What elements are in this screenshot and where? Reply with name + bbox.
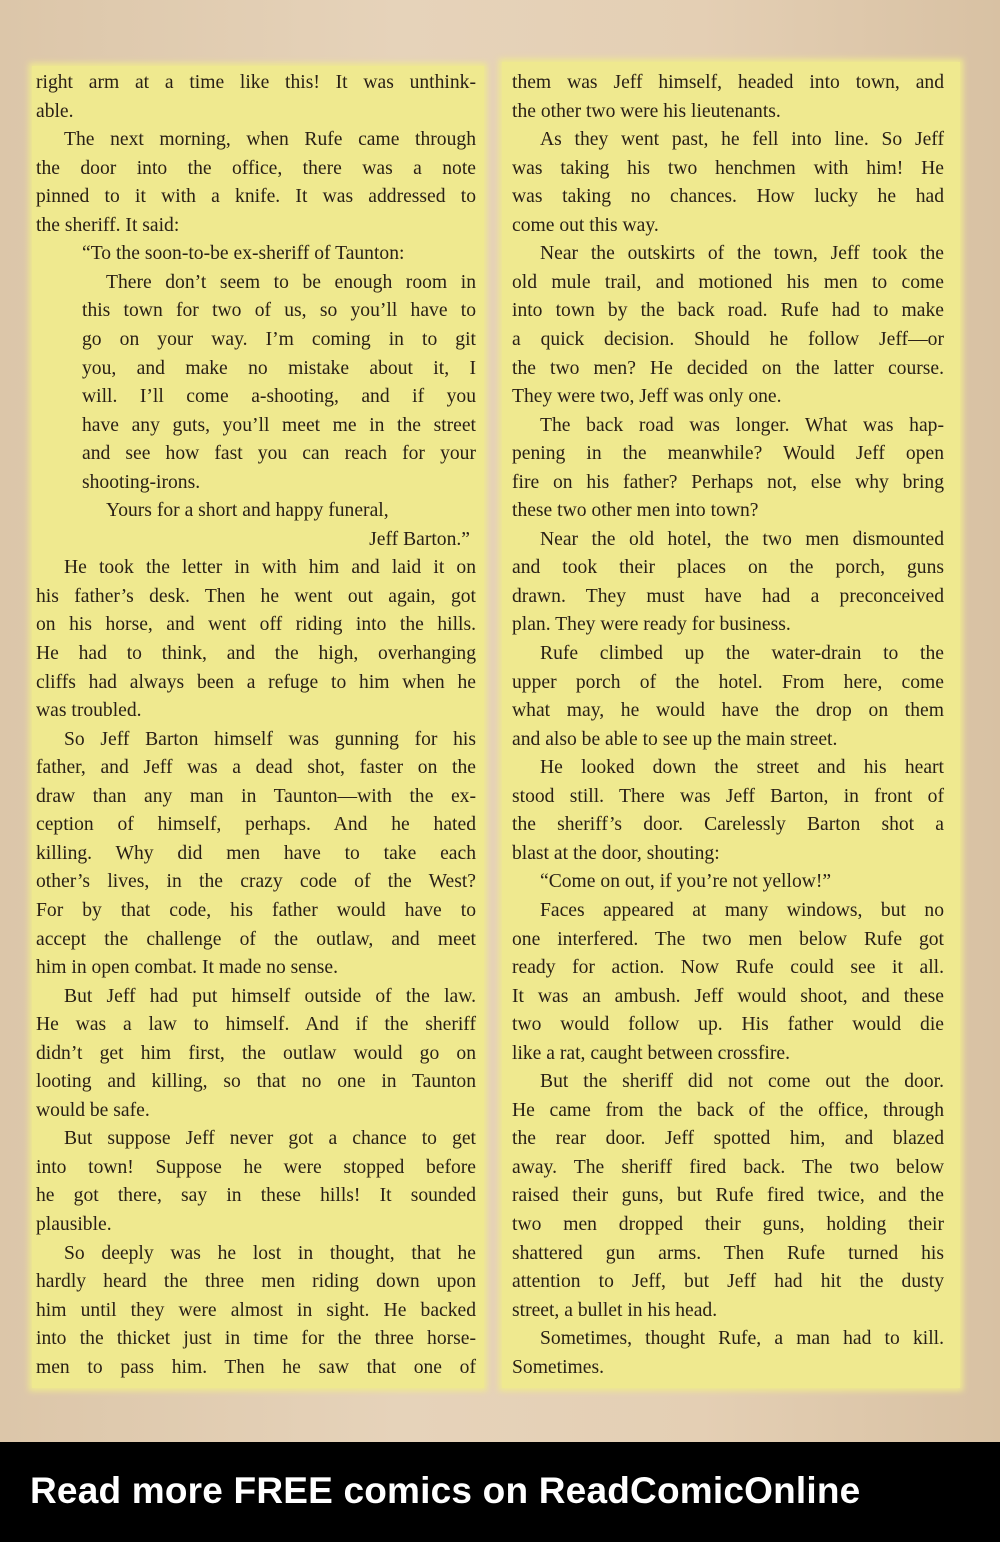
promo-text[interactable]: Read more FREE comics on ReadComicOnline [30, 1470, 861, 1511]
text-line: would be safe. [36, 1099, 150, 1121]
text-line: street, a bullet in his head. [512, 1299, 718, 1321]
text-line: able. [36, 100, 74, 122]
text-line: two men dropped their guns, holding their [512, 1214, 944, 1235]
text-line: other’s lives, in the crazy code of the West? [36, 871, 476, 893]
text-line: one interfered. The two men below Rufe got [512, 928, 944, 950]
text-line: right arm at a time like this! It was unthink- [36, 72, 476, 93]
text-line: But suppose Jeff never got a chance to get [64, 1128, 476, 1150]
text-line: shattered gun arms. Then Rufe turned his [512, 1242, 944, 1264]
text-line: plan. They were ready for business. [512, 614, 791, 636]
text-line: the door into the office, there was a note [36, 157, 476, 179]
text-line: men to pass him. Then he saw that one of [36, 1356, 476, 1378]
text-line: and also be able to see up the main street. [512, 728, 838, 750]
text-line: the sheriff’s door. Carelessly Barton shot a [512, 814, 944, 836]
text-line: have any guts, you’ll meet me in the street [82, 414, 476, 436]
text-line: Sometimes, thought Rufe, a man had to kill. [540, 1328, 944, 1350]
promo-banner[interactable] [0, 1442, 1000, 1542]
text-line: They were two, Jeff was only one. [512, 386, 782, 408]
text-line: ception of himself, perhaps. And he hated [36, 814, 476, 836]
text-line: “Come on out, if you’re not yellow!” [540, 871, 832, 893]
text-line: Yours for a short and happy funeral, [106, 500, 389, 522]
text-line: The next morning, when Rufe came through [64, 129, 476, 151]
text-line: hardly heard the three men riding down upon [36, 1271, 476, 1293]
text-line: He looked down the street and his heart [540, 757, 944, 779]
text-line: killing. Why did men have to take each [36, 842, 476, 864]
text-line: It was an ambush. Jeff would shoot, and these [512, 985, 944, 1007]
text-line: was taking his two henchmen with him! He [512, 157, 944, 179]
text-line: what may, he would have the drop on them [512, 700, 944, 722]
text-line: raised their guns, but Rufe fired twice, and the [512, 1185, 944, 1207]
text-line: will. I’ll come a-shooting, and if you [82, 386, 476, 408]
text-line: draw than any man in Taunton—with the ex- [36, 785, 476, 807]
text-line: his father’s desk. Then he went out again, got [36, 585, 476, 607]
text-line: upper porch of the hotel. From here, come [512, 671, 944, 693]
text-line: he got there, say in these hills! It sounded [36, 1185, 476, 1207]
text-line: attention to Jeff, but Jeff had hit the dusty [512, 1271, 944, 1293]
text-line: But Jeff had put himself outside of the law. [64, 985, 476, 1007]
text-line: Sometimes. [512, 1356, 604, 1378]
text-line: on his horse, and went off riding into the hills. [36, 614, 476, 636]
text-line: you, and make no mistake about it, I [82, 357, 476, 379]
text-line: He was a law to himself. And if the sheriff [36, 1014, 476, 1036]
text-line: He had to think, and the high, overhanging [36, 643, 476, 664]
text-line: There don’t seem to be enough room in [106, 271, 476, 293]
text-line: accept the challenge of the outlaw, and meet [36, 928, 476, 950]
text-line: ready for action. Now Rufe could see it all. [512, 957, 944, 979]
text-line: the rear door. Jeff spotted him, and blazed [512, 1128, 944, 1150]
text-line: like a rat, caught between crossfire. [512, 1042, 790, 1064]
text-line: The back road was longer. What was hap- [540, 414, 944, 436]
text-line: So Jeff Barton himself was gunning for his [64, 728, 476, 750]
text-line: He took the letter in with him and laid it on [64, 557, 476, 579]
text-line: didn’t get him first, the outlaw would go on [36, 1042, 476, 1064]
text-line: him until they were almost in sight. He backed [36, 1299, 476, 1321]
text-line: old mule trail, and motioned his men to come [512, 271, 944, 293]
text-line: and see how fast you can reach for your [82, 443, 476, 465]
text-line: As they went past, he fell into line. So Jeff [540, 129, 944, 151]
text-line: So deeply was he lost in thought, that he [64, 1242, 476, 1264]
text-line: two would follow up. His father would die [512, 1014, 944, 1036]
text-line: Near the old hotel, the two men dismounted [540, 528, 944, 550]
text-line: looting and killing, so that no one in Taunton [36, 1071, 476, 1093]
text-line: the sheriff. It said: [36, 214, 180, 236]
text-line: was troubled. [36, 700, 142, 722]
text-line: father, and Jeff was a dead shot, faster on the [36, 757, 476, 779]
text-line: blast at the door, shouting: [512, 842, 720, 864]
text-line: these two other men into town? [512, 500, 759, 522]
text-line: But the sheriff did not come out the door. [540, 1071, 944, 1093]
text-line: shooting-irons. [82, 471, 201, 493]
text-line: fire on his father? Perhaps not, else why bring [512, 471, 944, 493]
text-line: was taking no chances. How lucky he had [512, 186, 944, 208]
text-line: this town for two of us, so you’ll have to [82, 300, 476, 322]
text-line: Near the outskirts of the town, Jeff took the [540, 243, 944, 265]
text-line: Faces appeared at many windows, but no [540, 899, 944, 921]
text-line: come out this way. [512, 214, 659, 236]
text-line: into town! Suppose he were stopped before [36, 1156, 476, 1178]
text-line: “To the soon-to-be ex-sheriff of Taunton: [82, 243, 405, 265]
text-line: go on your way. I’m coming in to git [82, 328, 476, 350]
text-line: Jeff Barton.” [369, 528, 470, 550]
text-line: a quick decision. Should he follow Jeff—or [512, 328, 944, 350]
text-line: stood still. There was Jeff Barton, in front of [512, 785, 944, 807]
text-line: cliffs had always been a refuge to him when he [36, 671, 476, 693]
text-line: into town by the back road. Rufe had to make [512, 300, 944, 322]
text-line: them was Jeff himself, headed into town, and [512, 72, 944, 93]
text-line: For by that code, his father would have to [36, 899, 476, 921]
text-line: the two men? He decided on the latter course. [512, 357, 944, 379]
text-line: pening in the meanwhile? Would Jeff open [512, 443, 944, 465]
text-line: into the thicket just in time for the three horse- [36, 1328, 476, 1350]
text-line: Rufe climbed up the water-drain to the [540, 643, 944, 664]
text-line: He came from the back of the office, through [512, 1099, 944, 1121]
text-line: him in open combat. It made no sense. [36, 957, 339, 979]
text-line: pinned to it with a knife. It was addressed to [36, 186, 476, 208]
text-line: the other two were his lieutenants. [512, 100, 781, 122]
text-line: drawn. They must have had a preconceived [512, 585, 944, 607]
text-line: and took their places on the porch, guns [512, 557, 944, 579]
text-line: away. The sheriff fired back. The two below [512, 1156, 944, 1178]
text-line: plausible. [36, 1214, 112, 1235]
